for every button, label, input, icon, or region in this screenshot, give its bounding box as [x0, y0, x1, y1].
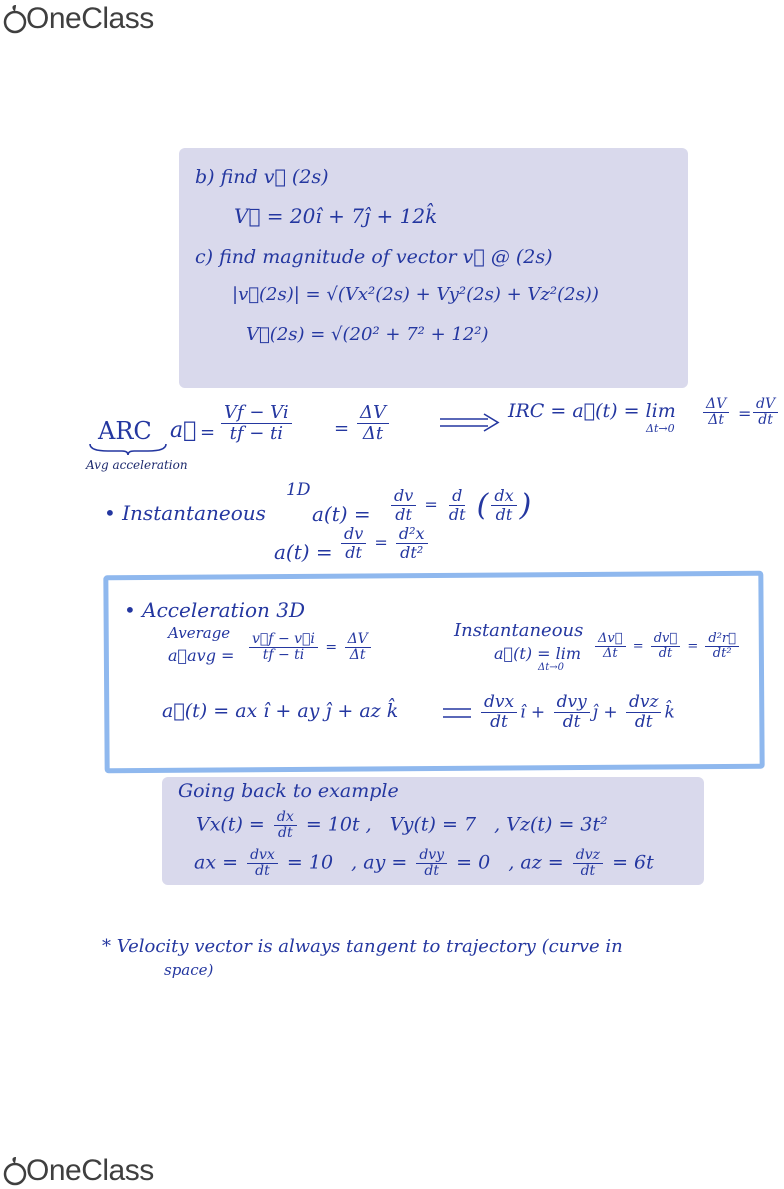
inst-1d-fracs2 [338, 526, 431, 561]
example-accel-row [194, 848, 654, 879]
example-vx-d: dt [278, 824, 293, 841]
example-vx-lhs: Vx(t) = [196, 813, 265, 836]
accel-inst-n2: dv⃗ [651, 632, 680, 647]
underbrace [88, 442, 168, 456]
accel-inst-d1: Δt [602, 645, 618, 661]
arc-den1: tf − ti [229, 422, 284, 444]
arc-num1: Vf − Vi [221, 404, 292, 424]
irc-eq: = [738, 404, 752, 423]
irc-lim-sub: Δt→0 [646, 422, 675, 435]
accel-inst-d3: dt² [712, 645, 732, 661]
example-az-rhs: = 6t [612, 851, 654, 874]
brand-name: OneClass [26, 2, 154, 35]
inst-1d-n5: d²x [396, 526, 428, 544]
arc-frac-1 [218, 404, 295, 444]
accel-3d-title: • Acceleration 3D [124, 598, 306, 622]
oneclass-leaf-icon [2, 1156, 28, 1186]
example-velocity-row [196, 810, 608, 841]
accel-inst-n3: d²r⃗ [705, 632, 739, 647]
accel-avg-eq: = [325, 639, 338, 656]
accel-comp-u3: k̂ [664, 702, 675, 723]
inst-1d-eq1: = [424, 495, 438, 515]
inst-1d-d2: dt [448, 504, 466, 524]
irc-frac-2 [750, 397, 781, 428]
accel-comp-u1: î + [520, 702, 546, 723]
accel-avg-label: Average [168, 624, 231, 642]
example-vx-rhs: = 10t , [305, 813, 372, 836]
inst-1d-tag: 1D [286, 480, 311, 500]
oneclass-logo-top [2, 2, 154, 36]
example-ax-d: dt [255, 862, 270, 879]
inst-1d-lhs: a(t) = [312, 502, 371, 526]
inst-1d-n4: dv [341, 526, 366, 544]
inst-1d-d4: dt [345, 542, 362, 562]
irc-frac-1 [700, 397, 732, 428]
accel-comp-d2: dt [562, 711, 581, 732]
accel-comp-n1: dvx [481, 694, 517, 713]
example-az-lhs: , az = [508, 851, 564, 874]
inst-1d-d1: dt [395, 504, 412, 524]
accel-comp-fracs [478, 694, 675, 732]
arc-den2: Δt [362, 422, 384, 444]
tangent-note-line2: space) [164, 961, 214, 979]
irc-num4: dV [753, 397, 778, 413]
example-ax-n: dvx [247, 848, 278, 864]
example-vz: , Vz(t) = 3t² [494, 813, 608, 836]
inst-1d-eq2: = [374, 533, 388, 553]
accel-inst-label: Instantaneous [454, 620, 584, 641]
inst-1d-label: • Instantaneous [104, 501, 266, 525]
panel-c-line5: V⃗(2s) = √(20² + 7² + 12²) [246, 324, 489, 345]
panel-c-line4: |v⃗(2s)| = √(Vx²(2s) + Vy²(2s) + Vz²(2s)) [232, 284, 599, 305]
identity-equals [442, 706, 472, 720]
example-ay-lhs: , ay = [351, 851, 408, 874]
example-ay-d: dt [424, 862, 439, 879]
panel-c-line3: c) find magnitude of vector v⃗ @ (2s) [195, 246, 553, 268]
panel-b-line1: b) find v⃗ (2s) [195, 166, 329, 188]
accel-comp-u2: ĵ + [592, 702, 618, 723]
example-title: Going back to example [178, 780, 399, 802]
inst-1d-lhs2: a(t) = [274, 540, 333, 564]
irc-den3: Δt [708, 411, 724, 428]
example-vy: Vy(t) = 7 [389, 813, 477, 836]
arc-label: ARC [98, 417, 152, 445]
accel-inst-fracs [592, 632, 742, 661]
irc-expression: IRC = a⃗(t) = lim [508, 400, 676, 422]
inst-1d-d3: dt [495, 504, 513, 524]
accel-comp-lhs: a⃗(t) = ax î + ay ĵ + az k̂ [162, 700, 399, 722]
accel-inst-eq2: = [687, 638, 699, 654]
inst-1d-n2: d [449, 488, 465, 506]
accel-comp-d3: dt [634, 711, 653, 732]
accel-inst-lhs: a⃗(t) = lim [494, 644, 582, 663]
example-az-d: dt [580, 862, 596, 879]
accel-avg-n2: ΔV [345, 632, 371, 648]
example-az-n: dvz [573, 848, 603, 864]
accel-inst-d2: dt [658, 645, 673, 661]
inst-1d-d5: dt² [400, 542, 424, 562]
accel-avg-lhs: a⃗avg = [168, 646, 235, 665]
example-ax-rhs: = 10 [286, 851, 334, 874]
irc-num3: ΔV [703, 397, 729, 413]
accel-avg-fracs [246, 632, 374, 663]
arc-frac-2 [354, 404, 392, 444]
accel-comp-n3: dvz [626, 694, 661, 713]
avg-acceleration-note: Avg acceleration [86, 458, 188, 472]
arc-num2: ΔV [357, 404, 389, 424]
tangent-note-line1: * Velocity vector is always tangent to trajectory (curve in [102, 936, 623, 957]
oneclass-logo-bottom [2, 1154, 154, 1188]
inst-1d-fracs: $\frac{dv}{dt}$ = $\frac{d}{dt}$ ( $\frac{dx}{dt}$ ) [388, 488, 531, 523]
arc-eq: = [200, 422, 216, 443]
arc-a-vec: a⃗ [170, 418, 197, 443]
accel-comp-d1: dt [490, 711, 508, 732]
accel-inst-eq1: = [632, 638, 644, 654]
accel-avg-d2: Δt [349, 646, 366, 663]
inst-1d-n3: dx [491, 488, 516, 506]
panel-b-line2: V⃗ = 20î + 7ĵ + 12k̂ [234, 204, 438, 228]
accel-inst-n1: Δv⃗ [595, 632, 626, 647]
accel-avg-d: tf − ti [262, 646, 305, 663]
example-vx-n: dx [274, 810, 297, 826]
example-ax-lhs: ax = [194, 851, 239, 874]
arc-eq2: = [334, 418, 350, 439]
oneclass-leaf-icon [2, 4, 28, 34]
brand-name-bottom: OneClass [26, 1154, 154, 1187]
inst-1d-n1: dv [391, 488, 416, 506]
irc-den4: dt [758, 411, 773, 428]
accel-inst-sub: Δt→0 [538, 662, 564, 673]
double-arrow-icon [438, 412, 500, 434]
example-ay-n: dvy [416, 848, 447, 864]
example-ay-rhs: = 0 [456, 851, 491, 874]
accel-avg-n: v⃗f − v⃗i [249, 632, 318, 648]
accel-comp-n2: dvy [554, 694, 590, 713]
